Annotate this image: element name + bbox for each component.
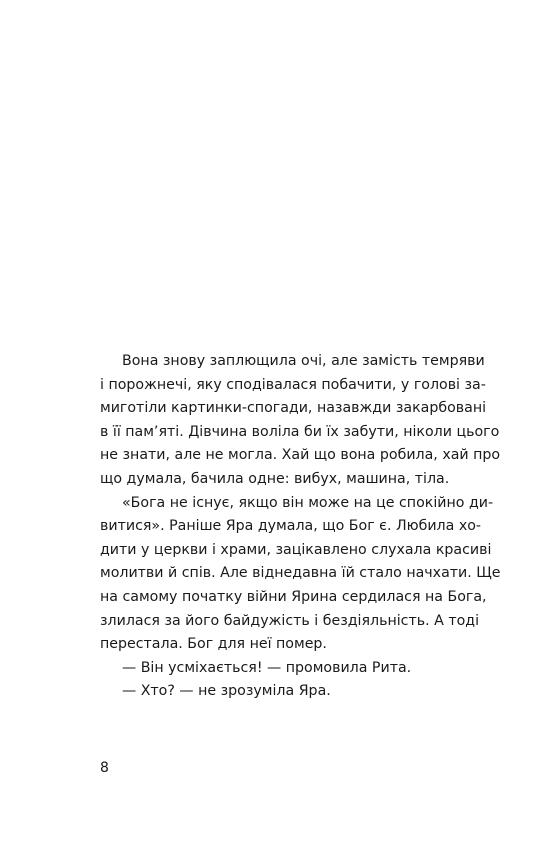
text-line: миготіли картинки-спогади, назавжди закарбовані: [100, 400, 487, 417]
text-line: в її пам’яті. Дівчина воліла би їх забути, ніколи цього: [100, 423, 500, 440]
page-number: 8: [100, 760, 109, 776]
paragraph: [100, 350, 501, 492]
text-line: що думала, бачила одне: вибух, машина, тіла.: [100, 470, 450, 487]
text-line: витися». Раніше Яра думала, що Бог є. Любила хо-: [100, 518, 482, 535]
body-text: [100, 350, 501, 704]
text-line: перестала. Бог для неї помер.: [100, 636, 327, 653]
text-line: «Бога не існує, якщо він може на це спокійно ди-: [122, 494, 494, 511]
dialogue-line: — Хто? — не зрозуміла Яра.: [122, 683, 331, 700]
text-line: і порожнечі, яку сподівалася побачити, у голові за-: [100, 376, 486, 393]
text-line: на самому початку війни Ярина сердилася на Бога,: [100, 588, 487, 605]
text-line: молитви й спів. Але віднедавна їй стало начхати. Ще: [100, 565, 501, 582]
paragraph: [100, 492, 501, 657]
dialogue-line: — Він усміхається! — промовила Рита.: [122, 659, 412, 676]
text-line: Вона знову заплющила очі, але замість темряви: [122, 353, 485, 369]
paragraph: [100, 680, 432, 704]
paragraph: [100, 657, 432, 681]
text-line: не знати, але не могла. Хай що вона робила, хай про: [100, 447, 501, 464]
text-line: злилася за його байдужість і бездіяльність. А тоді: [100, 612, 480, 629]
text-line: дити у церкви і храми, зацікавлено слухала красиві: [100, 541, 492, 558]
